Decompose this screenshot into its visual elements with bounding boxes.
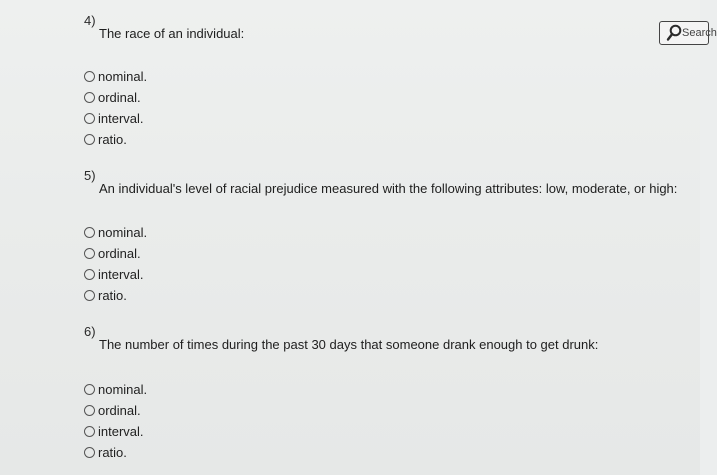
radio-button[interactable] — [84, 92, 95, 103]
radio-button[interactable] — [84, 227, 95, 238]
search-label: Search — [682, 27, 717, 39]
answer-options — [84, 66, 147, 150]
option-label: interval. — [98, 111, 144, 126]
radio-button[interactable] — [84, 248, 95, 259]
option-label: ordinal. — [98, 90, 141, 105]
option-label: ordinal. — [98, 403, 141, 418]
answer-options — [84, 379, 147, 463]
question-number: 5) — [84, 168, 96, 183]
option-interval[interactable] — [84, 108, 147, 129]
option-interval[interactable] — [84, 421, 147, 442]
question-text: The number of times during the past 30 days that someone drank enough to get drunk: — [99, 337, 599, 352]
radio-button[interactable] — [84, 71, 95, 82]
option-ordinal[interactable] — [84, 243, 147, 264]
option-ordinal[interactable] — [84, 87, 147, 108]
search-button[interactable] — [659, 21, 717, 45]
radio-button[interactable] — [84, 113, 95, 124]
option-label: ratio. — [98, 132, 127, 147]
option-label: interval. — [98, 267, 144, 282]
option-label: nominal. — [98, 225, 148, 240]
option-label: ratio. — [98, 288, 127, 303]
option-ordinal[interactable] — [84, 400, 147, 421]
option-label: ratio. — [98, 445, 127, 460]
search-icon — [666, 24, 682, 42]
radio-button[interactable] — [84, 269, 95, 280]
radio-button[interactable] — [84, 405, 95, 416]
option-nominal[interactable] — [84, 222, 147, 243]
radio-button[interactable] — [84, 384, 95, 395]
option-nominal[interactable] — [84, 66, 147, 87]
option-interval[interactable] — [84, 264, 147, 285]
option-ratio[interactable] — [84, 442, 147, 463]
radio-button[interactable] — [84, 290, 95, 301]
answer-options — [84, 222, 147, 306]
question-text: The race of an individual: — [99, 26, 245, 41]
option-ratio[interactable] — [84, 129, 147, 150]
option-label: interval. — [98, 424, 144, 439]
radio-button[interactable] — [84, 134, 95, 145]
option-label: ordinal. — [98, 246, 141, 261]
question-number: 6) — [84, 324, 96, 339]
option-label: nominal. — [98, 69, 148, 84]
option-label: nominal. — [98, 382, 148, 397]
radio-button[interactable] — [84, 426, 95, 437]
option-nominal[interactable] — [84, 379, 147, 400]
question-number: 4) — [84, 13, 96, 28]
option-ratio[interactable] — [84, 285, 147, 306]
radio-button[interactable] — [84, 447, 95, 458]
question-text: An individual's level of racial prejudice measured with the following attributes: low, moderate, or high: — [99, 181, 678, 196]
